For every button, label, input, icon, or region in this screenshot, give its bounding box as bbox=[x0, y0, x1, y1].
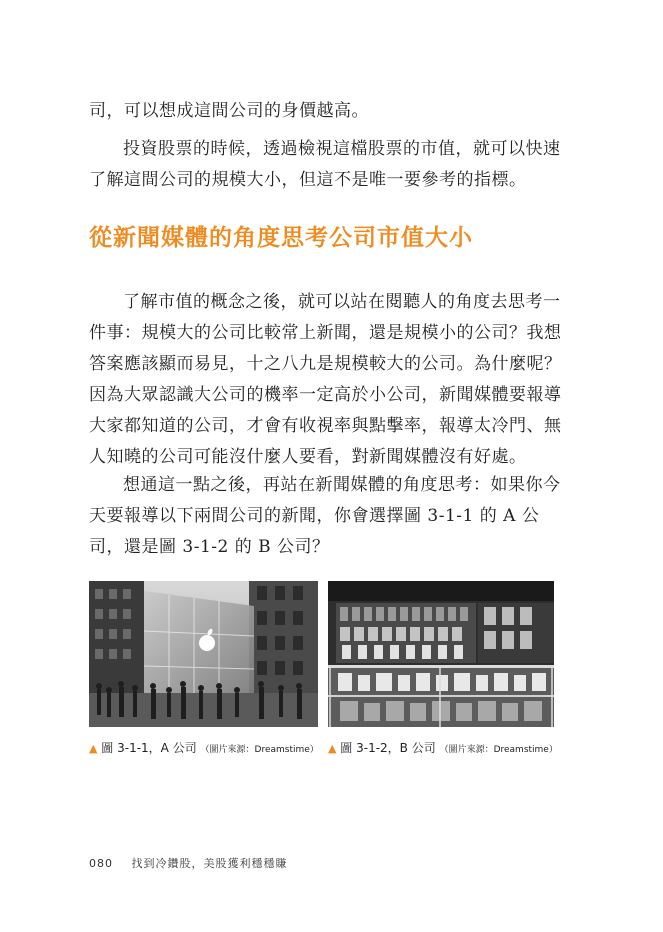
paragraph-1-text: 司，可以想成這間公司的身價越高。 bbox=[89, 101, 369, 121]
figure-label: 圖 3-1-2，B 公司 bbox=[340, 741, 436, 755]
paragraph-1 bbox=[89, 96, 567, 127]
figure-caption-a bbox=[89, 739, 319, 757]
figure-source: （圖片來源：Dreamstime） bbox=[200, 745, 319, 755]
paragraph-3 bbox=[89, 287, 567, 473]
page-number: 080 bbox=[89, 857, 113, 870]
photo-company-a bbox=[89, 581, 318, 727]
paragraph-2-text: 投資股票的時候，透過檢視這檔股票的市值，就可以快速了解這間公司的規模大小，但這不是唯一要參考的指標。 bbox=[89, 139, 561, 190]
paragraph-4-text: 想通這一點之後，再站在新聞媒體的角度思考：如果你今天要報導以下兩間公司的新聞，你會選擇圖 3-1-1 的 A 公司，還是圖 3-1-2 的 B 公司？ bbox=[89, 475, 561, 557]
figure-source: （圖片來源：Dreamstime） bbox=[439, 745, 558, 755]
figure-caption-b bbox=[328, 739, 558, 757]
caption-triangle-icon: ▲ bbox=[328, 742, 337, 755]
figure-label: 圖 3-1-1，A 公司 bbox=[101, 741, 197, 755]
caption-triangle-icon: ▲ bbox=[89, 742, 98, 755]
book-title: 找到冷鑽股，美股獲利穩穩賺 bbox=[131, 857, 288, 870]
paragraph-2 bbox=[89, 134, 567, 196]
paragraph-4 bbox=[89, 470, 567, 563]
section-heading: 從新聞媒體的角度思考公司市值大小 bbox=[89, 225, 473, 251]
photo-company-b bbox=[328, 581, 554, 727]
page-footer bbox=[89, 856, 288, 872]
paragraph-3-text: 了解市值的概念之後，就可以站在閱聽人的角度去思考一件事：規模大的公司比較常上新聞，還是規模小的公司？我想答案應該顯而易見，十之八九是規模較大的公司。為什麼呢？因為大眾認識大公司的機率一定高於小公司，新聞媒體要報導大家都知道的公司，才會有收視率與點擊率，報導太冷門、無人知曉的公司可能沒什麼人要看，對新聞媒體沒有好處。 bbox=[89, 292, 562, 467]
apple-store-photo bbox=[89, 581, 318, 727]
corner-store-photo bbox=[328, 581, 554, 727]
